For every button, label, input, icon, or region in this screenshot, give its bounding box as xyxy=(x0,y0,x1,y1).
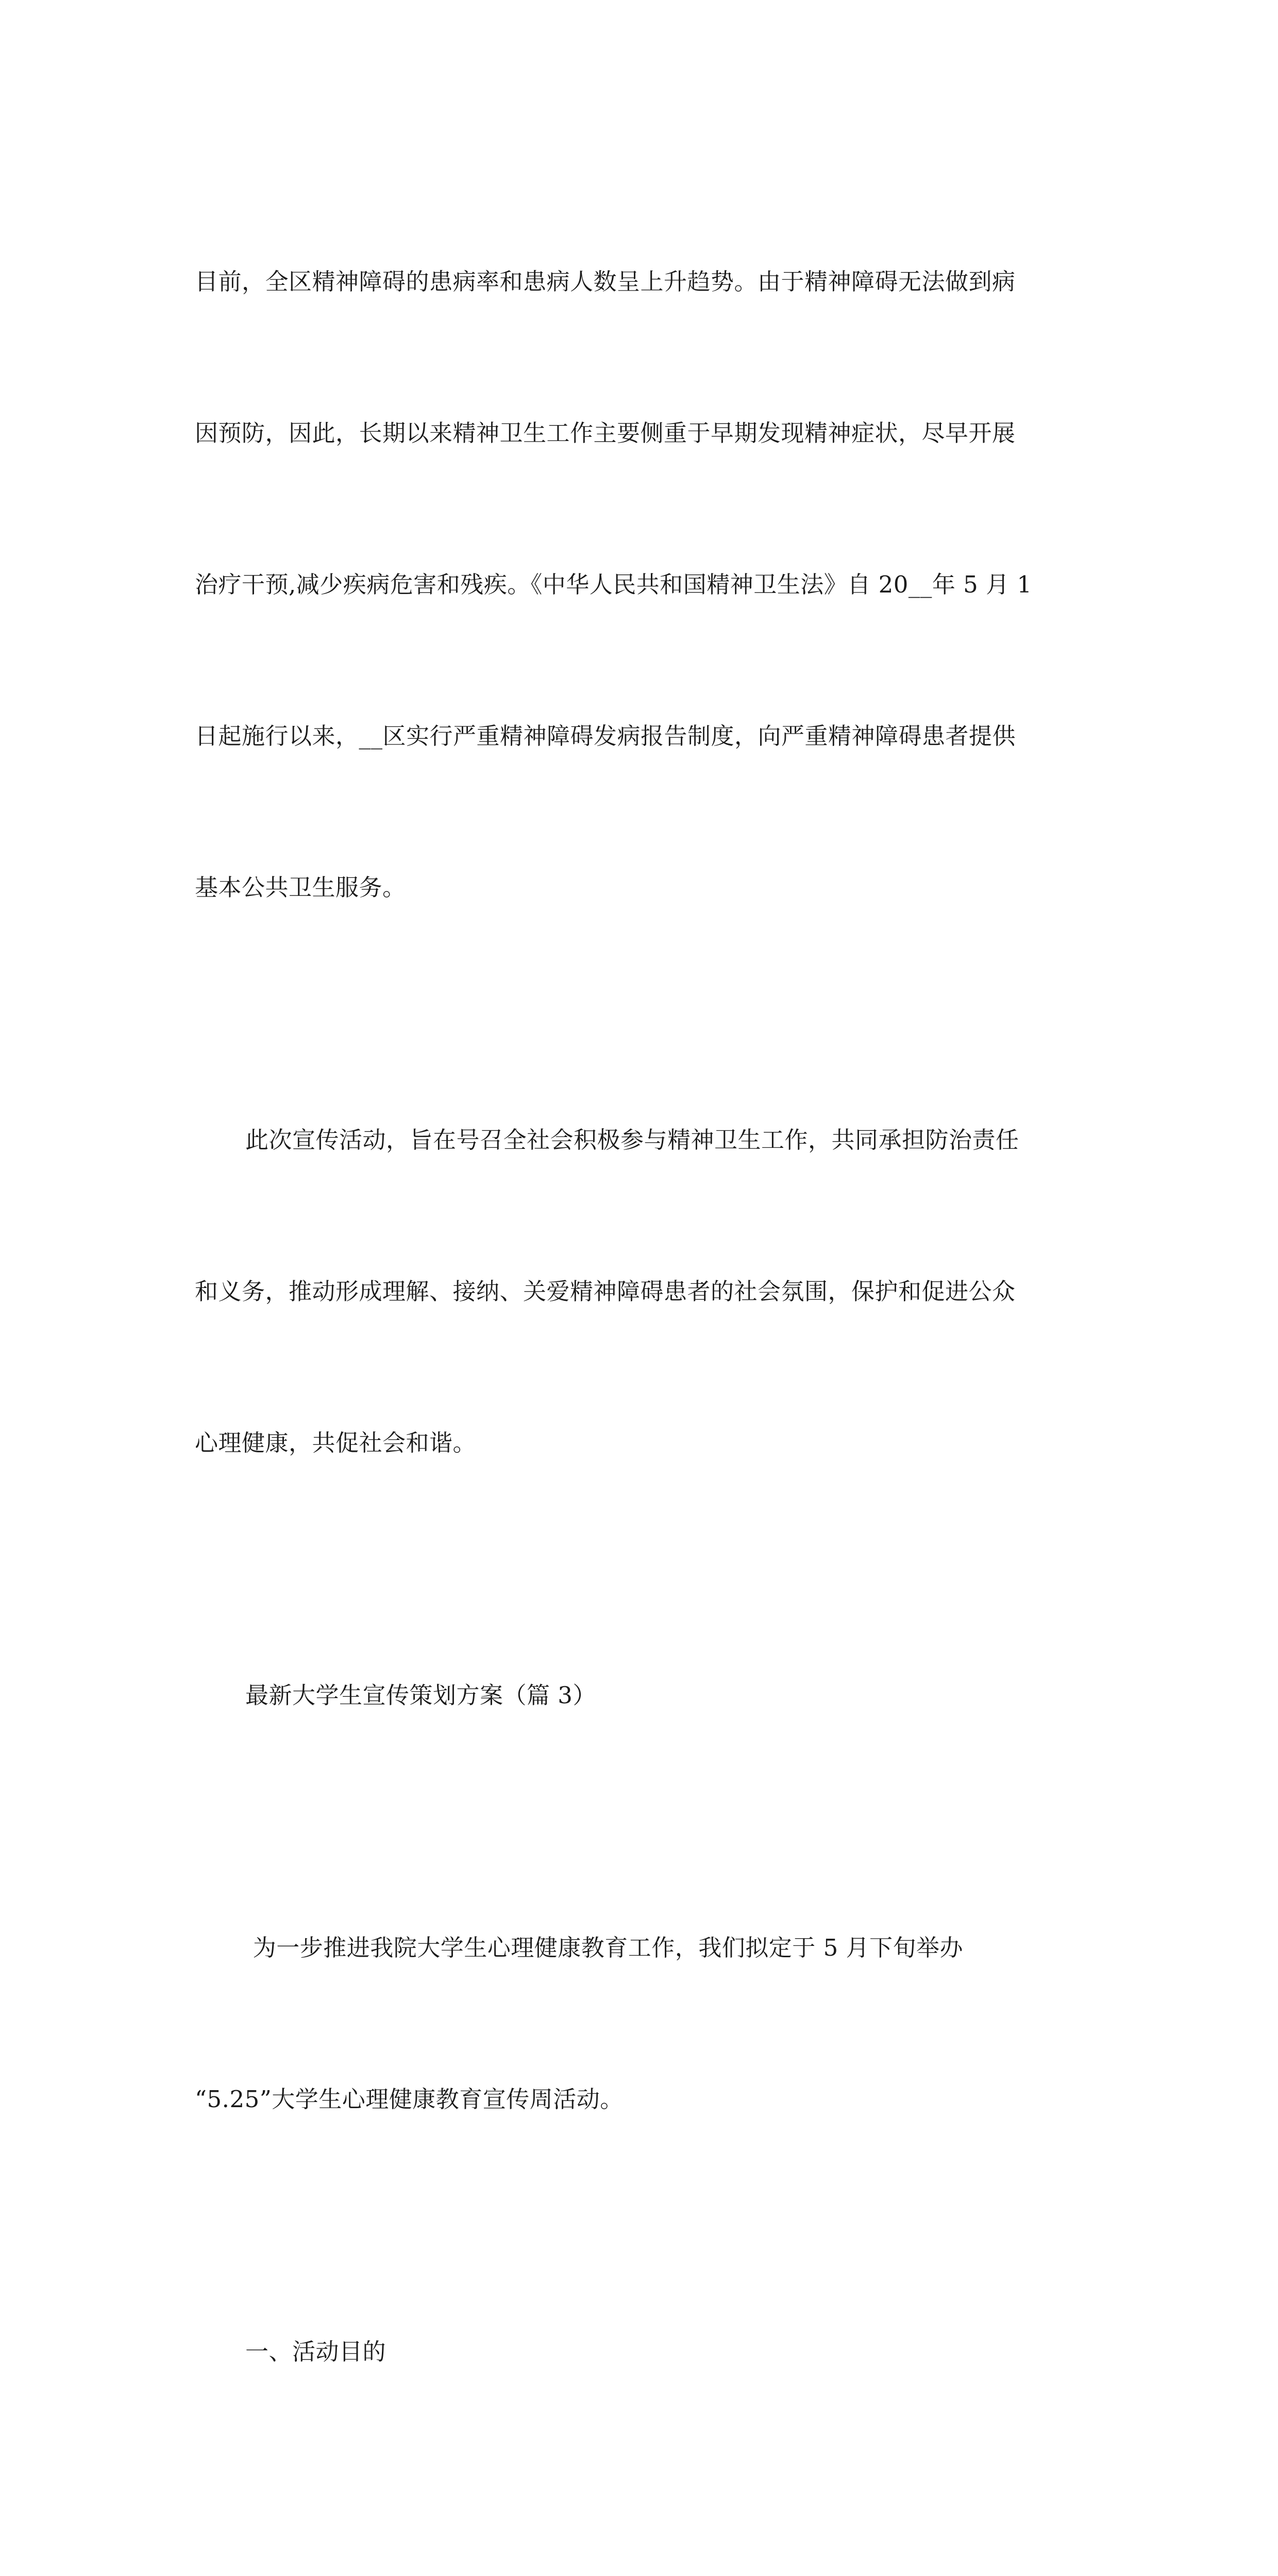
document-body xyxy=(195,156,1086,2576)
text-line: 目前，全区精神障碍的患病率和患病人数呈上升趋势。由于精神障碍无法做到病 xyxy=(195,268,1016,295)
paragraph-intro-background xyxy=(195,156,1086,1014)
heading-activity-goal xyxy=(195,2226,1086,2478)
text-line: “5.25”大学生心理健康教育宣传周活动。 xyxy=(195,2086,624,2113)
paragraph-activity-goal xyxy=(195,2478,1086,2576)
text-line: 治疗干预,减少疾病危害和残疾。《中华人民共和国精神卫生法》自 20__年 5 月 1 xyxy=(195,571,1032,598)
text-line: 一、活动目的 xyxy=(245,2338,386,2365)
text-line: 和义务，推动形成理解、接纳、关爱精神障碍患者的社会氛围，保护和促进公众 xyxy=(195,1278,1016,1305)
paragraph-campaign-purpose xyxy=(195,1014,1086,1569)
text-line: 基本公共卫生服务。 xyxy=(195,874,406,901)
text-line: 为一步推进我院大学生心理健康教育工作，我们拟定于 5 月下旬举办 xyxy=(245,1934,964,1961)
text-line: 日起施行以来，__区实行严重精神障碍发病报告制度，向严重精神障碍患者提供 xyxy=(195,722,1016,750)
text-line: 此次宣传活动，旨在号召全社会积极参与精神卫生工作，共同承担防治责任 xyxy=(245,1126,1019,1154)
text-line: 最新大学生宣传策划方案（篇 3） xyxy=(245,1682,596,1709)
section-title-part-3 xyxy=(195,1569,1086,1822)
paragraph-week-intro xyxy=(195,1822,1086,2226)
text-line: 心理健康，共促社会和谐。 xyxy=(195,1429,477,1456)
text-line: 因预防，因此，长期以来精神卫生工作主要侧重于早期发现精神症状，尽早开展 xyxy=(195,419,1016,447)
